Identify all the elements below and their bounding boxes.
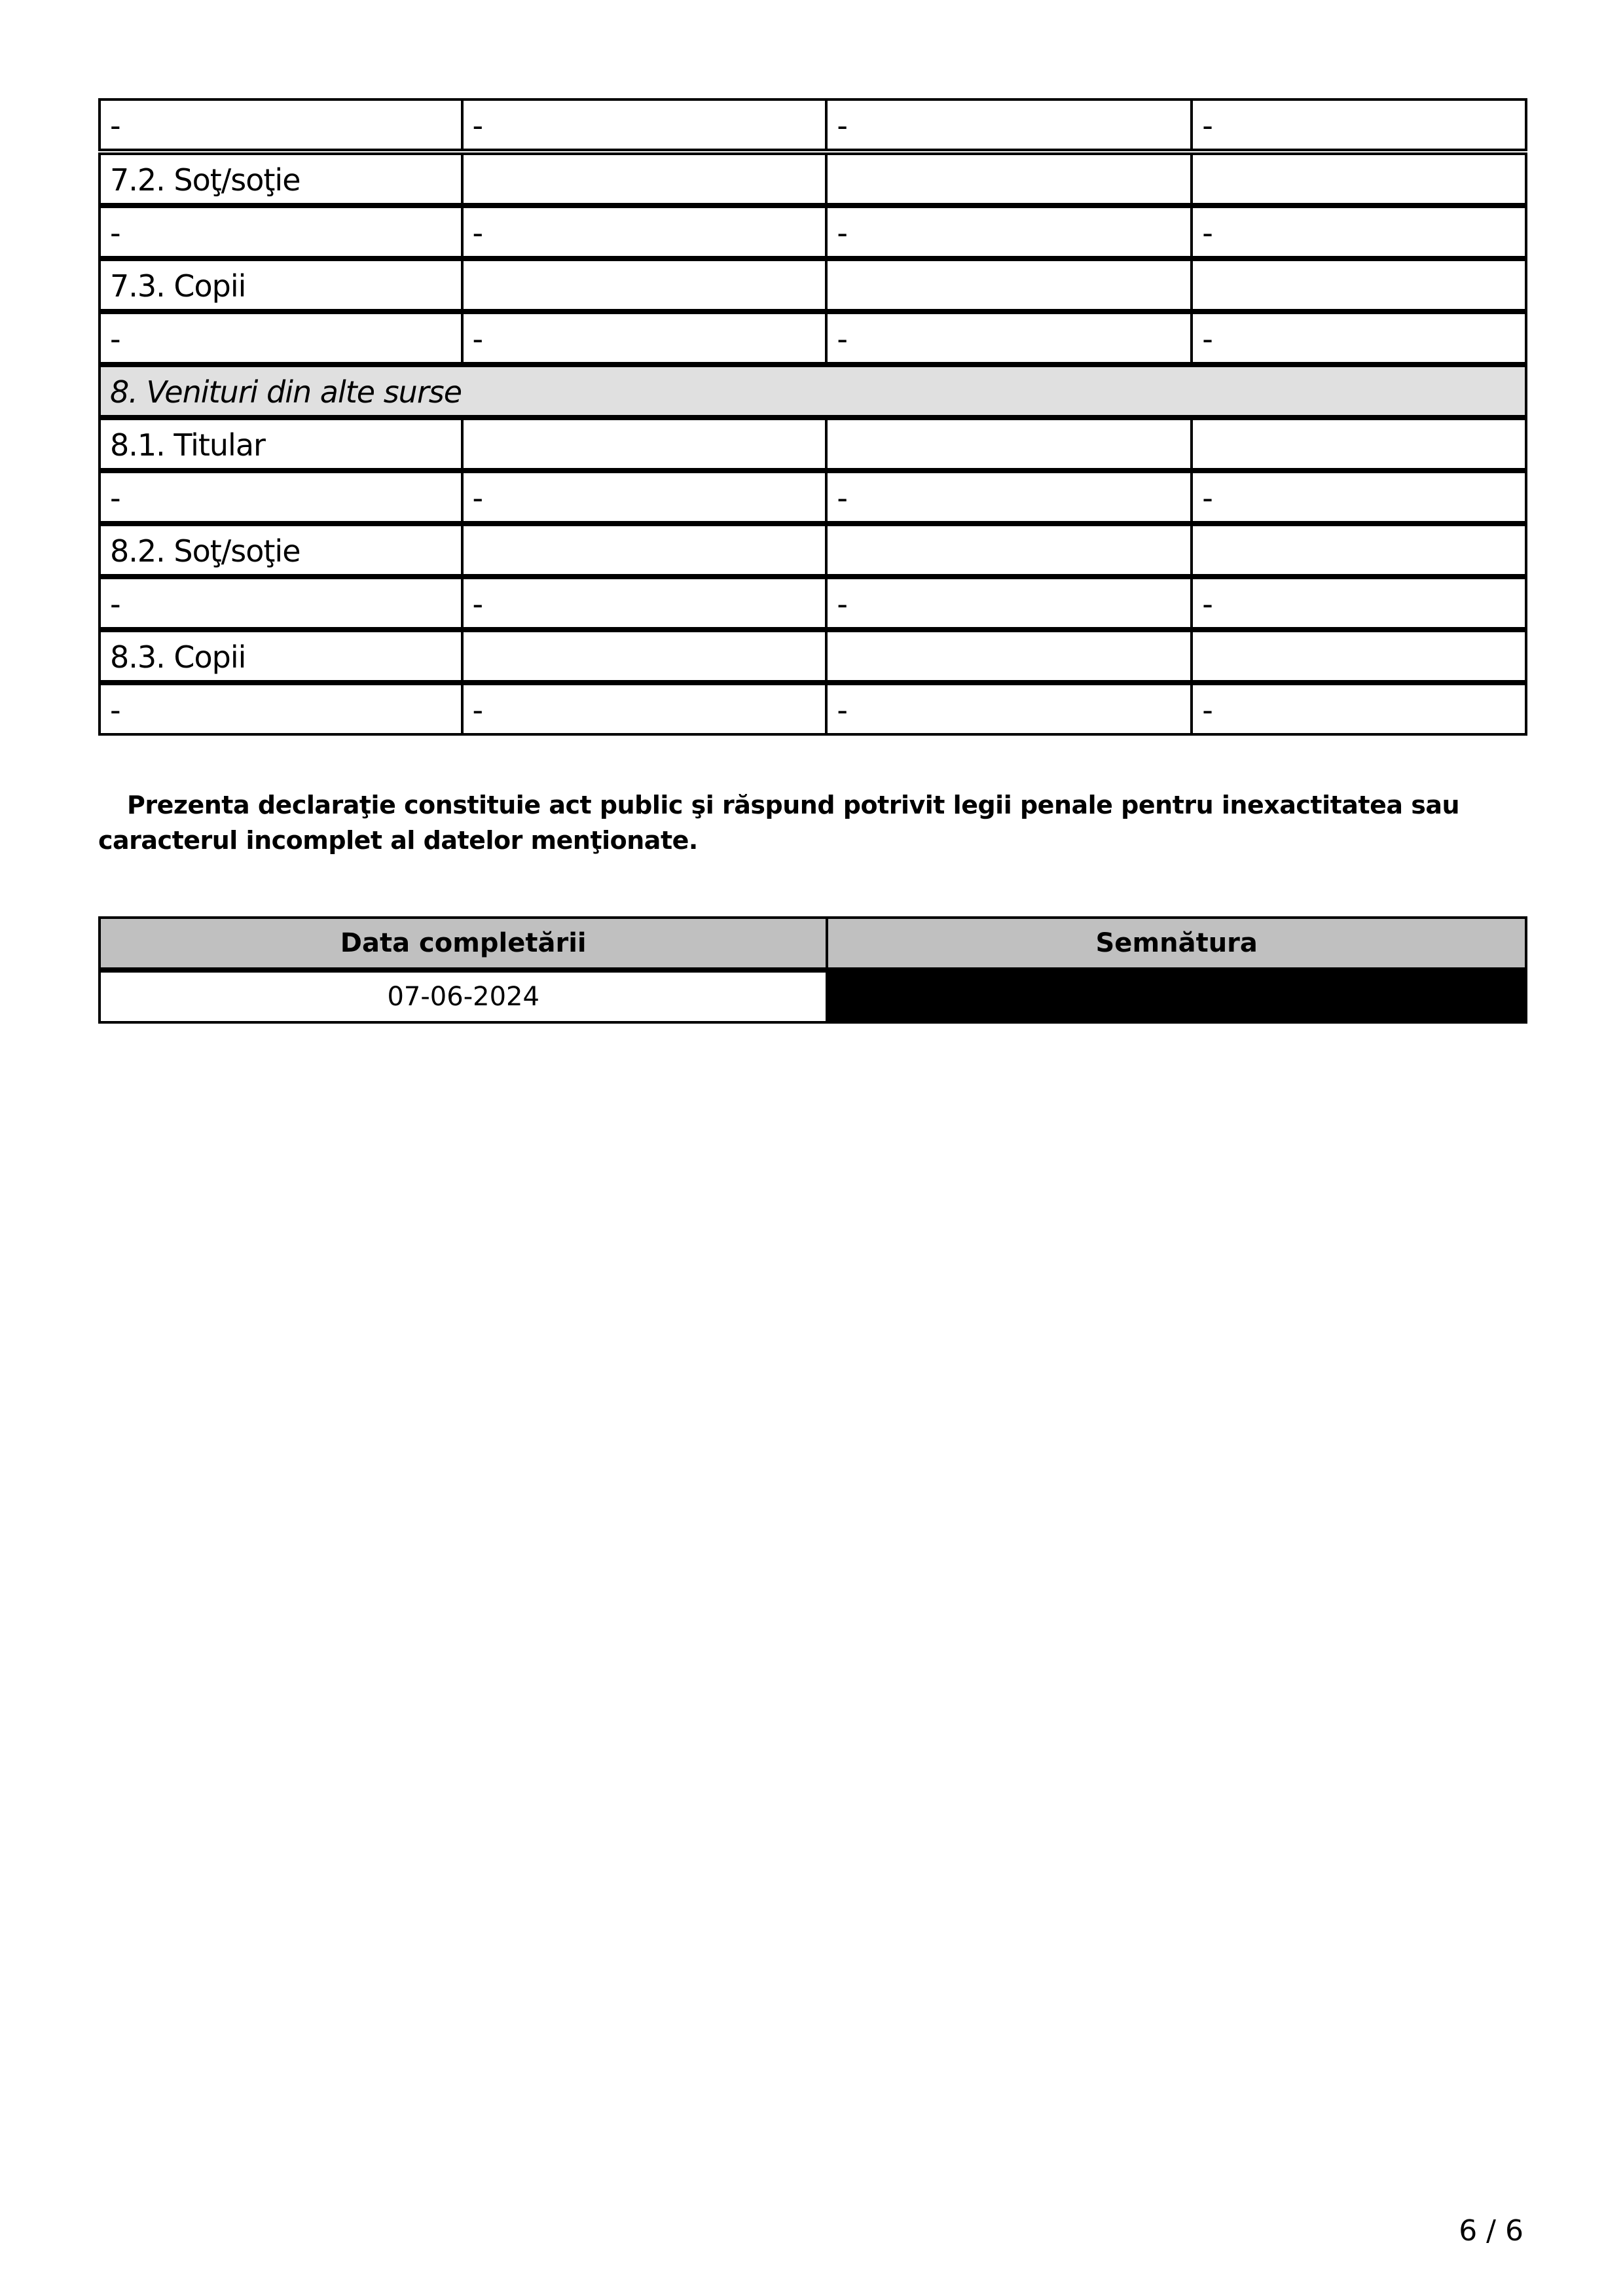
table-cell: - (1202, 108, 1213, 143)
row-label: 8.3. Copii (101, 632, 464, 680)
table-cell: - (464, 685, 828, 733)
signature-table (98, 916, 1527, 1024)
table-cell (1193, 420, 1525, 468)
table-cell: - (101, 101, 464, 149)
table-row (98, 577, 1527, 630)
table-row (98, 206, 1527, 259)
table-cell (464, 420, 828, 468)
table-cell (464, 155, 828, 203)
table-cell: - (828, 208, 1193, 256)
income-table (98, 98, 1527, 736)
redacted-signature-cell (828, 973, 1525, 1021)
signature-table-header-row (98, 916, 1527, 970)
table-cell: - (1202, 215, 1213, 251)
row-label: 8.1. Titular (101, 420, 464, 468)
table-cell: - (464, 208, 828, 256)
table-cell (1193, 632, 1525, 680)
table-cell (828, 420, 1193, 468)
table-row (98, 312, 1527, 365)
section-header-row-8 (98, 365, 1527, 418)
table-cell: - (101, 685, 464, 733)
table-cell (464, 632, 828, 680)
section-title: 8. Venituri din alte surse (101, 367, 1525, 415)
table-cell (828, 261, 1193, 309)
table-row (98, 683, 1527, 736)
table-cell: - (464, 314, 828, 362)
table-row-label-7-2 (98, 152, 1527, 206)
table-cell: - (101, 579, 464, 627)
table-row-label-8-3 (98, 630, 1527, 683)
table-cell: - (1202, 692, 1213, 728)
table-cell: - (101, 208, 464, 256)
table-cell: - (828, 473, 1193, 521)
table-cell: - (101, 473, 464, 521)
table-cell: - (828, 101, 1193, 149)
signature-table-data-row (98, 970, 1527, 1024)
table-cell: - (1202, 321, 1213, 357)
table-cell: - (464, 101, 828, 149)
table-cell (464, 526, 828, 574)
table-cell (828, 155, 1193, 203)
table-cell: - (464, 579, 828, 627)
row-label: 8.2. Soţ/soţie (101, 526, 464, 574)
table-row-label-8-2 (98, 524, 1527, 577)
table-cell: - (464, 473, 828, 521)
table-cell (828, 526, 1193, 574)
table-cell: - (101, 314, 464, 362)
table-row-label-7-3 (98, 259, 1527, 312)
table-row (98, 471, 1527, 524)
legal-statement: Prezenta declaraţie constituie act public şi răspund potrivit legii penale pentru inexactitatea sau caracterul incomplet al datelor menţionate. (98, 791, 1460, 855)
table-cell (828, 632, 1193, 680)
row-label: 7.2. Soţ/soţie (101, 155, 464, 203)
table-cell (1193, 526, 1525, 574)
table-cell (464, 261, 828, 309)
table-cell: - (1202, 586, 1213, 622)
signature-column-header: Semnătura (1095, 928, 1258, 958)
table-cell: - (1202, 480, 1213, 516)
table-cell: - (828, 314, 1193, 362)
row-label: 7.3. Copii (101, 261, 464, 309)
table-row (98, 98, 1527, 151)
table-cell: - (828, 685, 1193, 733)
table-cell (1193, 261, 1525, 309)
table-cell: - (828, 579, 1193, 627)
table-row-label-8-1 (98, 418, 1527, 471)
completion-date-value: 07-06-2024 (101, 973, 828, 1021)
table-cell (1193, 155, 1525, 203)
date-column-header: Data completării (101, 919, 828, 967)
page-number: 6 / 6 (1459, 2214, 1523, 2248)
